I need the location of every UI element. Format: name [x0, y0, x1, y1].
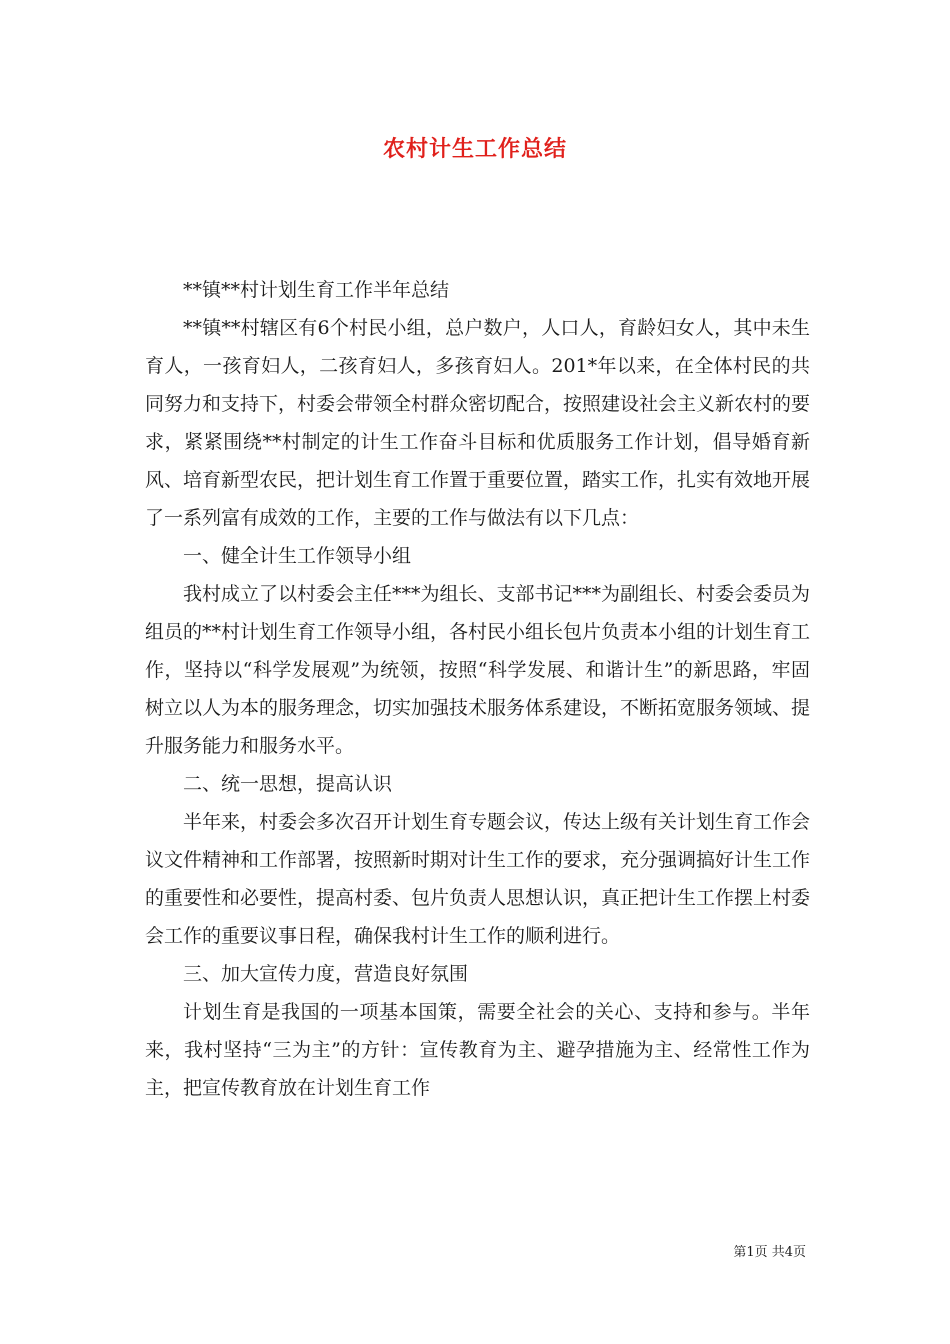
document-body [145, 271, 810, 1107]
document-title: 农村计生工作总结 [382, 136, 567, 162]
section-heading-2: 二、统一思想，提高认识 [183, 773, 393, 795]
paragraph-section-3: 计划生育是我国的一项基本国策，需要全社会的关心、支持和参与。半年来，我村坚持“三为主”的方针：宣传教育为主、避孕措施为主、经常性工作为主，把宣传教育放在计划生育工作 [145, 1001, 810, 1099]
section-heading-3: 三、加大宣传力度，营造良好氛围 [183, 963, 469, 985]
page-number-footer: 第1页 共4页 [733, 1245, 806, 1260]
paragraph-intro: **镇**村辖区有6个村民小组，总户数户，人口人，育龄妇女人，其中未生育人，一孩育妇人，二孩育妇人，多孩育妇人。201*年以来，在全体村民的共同努力和支持下，村委会带领全村群众密切配合，按照建设社会主义新农村的要求，紧紧围绕**村制定的计生工作奋斗目标和优质服务工作计划，倡导婚育新风、培育新型农民，把计划生育工作置于重要位置，踏实工作，扎实有效地开展了一系列富有成效的工作，主要的工作与做法有以下几点： [145, 317, 811, 529]
section-heading-1: 一、健全计生工作领导小组 [183, 545, 412, 567]
paragraph-subtitle: **镇**村计划生育工作半年总结 [183, 279, 450, 301]
paragraph-section-1: 我村成立了以村委会主任***为组长、支部书记***为副组长、村委会委员为组员的**村计划生育工作领导小组，各村民小组长包片负责本小组的计划生育工作，坚持以“科学发展观”为统领，按照“科学发展、和谐计生”的新思路，牢固树立以人为本的服务理念，切实加强技术服务体系建设，不断拓宽服务领域、提升服务能力和服务水平。 [145, 583, 811, 757]
paragraph-section-2: 半年来，村委会多次召开计划生育专题会议，传达上级有关计划生育工作会议文件精神和工作部署，按照新时期对计生工作的要求，充分强调搞好计生工作的重要性和必要性，提高村委、包片负责人思想认识，真正把计生工作摆上村委会工作的重要议事日程，确保我村计生工作的顺利进行。 [145, 811, 811, 947]
